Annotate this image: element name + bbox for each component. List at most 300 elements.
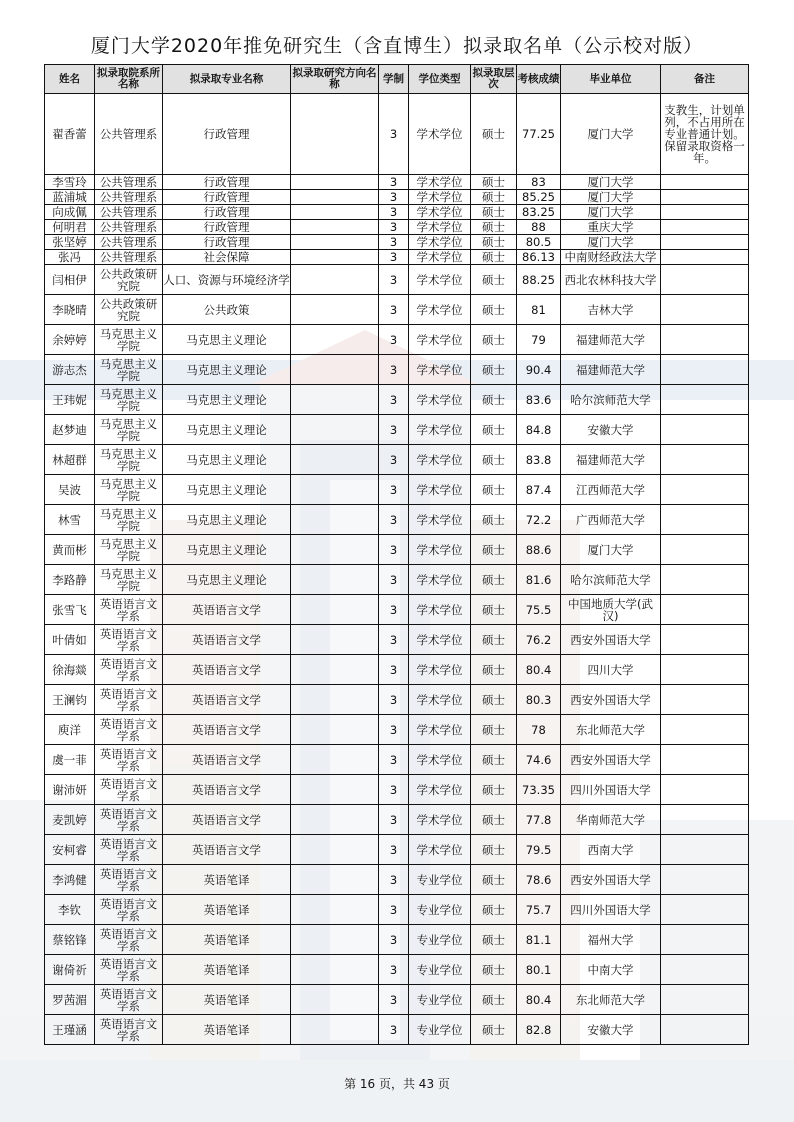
page-title: 厦门大学2020年推免研究生（含直博生）拟录取名单（公示校对版）	[90, 35, 704, 57]
cell-score: 80.3	[517, 685, 561, 715]
cell-score: 73.35	[517, 775, 561, 805]
cell-major: 行政管理	[163, 235, 291, 250]
cell-score: 75.7	[517, 895, 561, 925]
cell-name: 张坚婷	[45, 235, 95, 250]
cell-dept: 英语语言文学系	[95, 655, 163, 685]
cell-dept: 马克思主义学院	[95, 355, 163, 385]
cell-name: 向成佩	[45, 205, 95, 220]
cell-years: 3	[379, 715, 409, 745]
header-score: 考核成绩	[517, 65, 561, 94]
cell-school: 四川大学	[561, 655, 661, 685]
cell-school: 东北师范大学	[561, 985, 661, 1015]
cell-level: 硕士	[471, 295, 517, 325]
cell-name: 徐海燚	[45, 655, 95, 685]
cell-note	[661, 265, 749, 295]
cell-years: 3	[379, 775, 409, 805]
cell-school: 华南师范大学	[561, 805, 661, 835]
table-row	[45, 565, 749, 595]
cell-name: 林雪	[45, 505, 95, 535]
cell-score: 72.2	[517, 505, 561, 535]
table-row	[45, 355, 749, 385]
cell-note	[661, 625, 749, 655]
cell-dept: 马克思主义学院	[95, 415, 163, 445]
cell-degree: 学术学位	[409, 220, 471, 235]
cell-note	[661, 205, 749, 220]
cell-years: 3	[379, 625, 409, 655]
cell-score: 80.4	[517, 985, 561, 1015]
cell-note	[661, 355, 749, 385]
cell-note	[661, 565, 749, 595]
cell-degree: 学术学位	[409, 415, 471, 445]
cell-school: 福州大学	[561, 925, 661, 955]
table-row	[45, 295, 749, 325]
header-major: 拟录取专业名称	[163, 65, 291, 94]
cell-years: 3	[379, 475, 409, 505]
cell-degree: 学术学位	[409, 235, 471, 250]
cell-degree: 学术学位	[409, 295, 471, 325]
cell-school: 哈尔滨师范大学	[561, 565, 661, 595]
cell-degree: 学术学位	[409, 745, 471, 775]
cell-school: 厦门大学	[561, 190, 661, 205]
cell-degree: 学术学位	[409, 715, 471, 745]
cell-name: 吴波	[45, 475, 95, 505]
cell-degree: 学术学位	[409, 625, 471, 655]
cell-major: 英语笔译	[163, 985, 291, 1015]
cell-direction	[291, 445, 379, 475]
cell-degree: 学术学位	[409, 205, 471, 220]
cell-score: 81.6	[517, 565, 561, 595]
cell-level: 硕士	[471, 925, 517, 955]
cell-level: 硕士	[471, 175, 517, 190]
cell-degree: 学术学位	[409, 775, 471, 805]
cell-dept: 马克思主义学院	[95, 535, 163, 565]
cell-note	[661, 415, 749, 445]
cell-score: 86.13	[517, 250, 561, 265]
cell-name: 闫相伊	[45, 265, 95, 295]
cell-major: 马克思主义理论	[163, 415, 291, 445]
cell-direction	[291, 805, 379, 835]
cell-direction	[291, 655, 379, 685]
cell-degree: 学术学位	[409, 565, 471, 595]
cell-level: 硕士	[471, 445, 517, 475]
cell-name: 林超群	[45, 445, 95, 475]
cell-level: 硕士	[471, 475, 517, 505]
cell-level: 硕士	[471, 565, 517, 595]
cell-level: 硕士	[471, 745, 517, 775]
header-years: 学制	[379, 65, 409, 94]
cell-note	[661, 685, 749, 715]
cell-dept: 英语语言文学系	[95, 775, 163, 805]
cell-dept: 英语语言文学系	[95, 625, 163, 655]
cell-level: 硕士	[471, 535, 517, 565]
cell-school: 中国地质大学(武汉)	[561, 595, 661, 625]
cell-school: 广西师范大学	[561, 505, 661, 535]
cell-years: 3	[379, 535, 409, 565]
cell-level: 硕士	[471, 955, 517, 985]
header-note: 备注	[661, 65, 749, 94]
cell-level: 硕士	[471, 595, 517, 625]
cell-school: 安徽大学	[561, 1015, 661, 1045]
cell-direction	[291, 865, 379, 895]
cell-note	[661, 235, 749, 250]
cell-note	[661, 805, 749, 835]
cell-school: 中南大学	[561, 955, 661, 985]
cell-score: 84.8	[517, 415, 561, 445]
table-row	[45, 265, 749, 295]
cell-level: 硕士	[471, 94, 517, 175]
cell-name: 王玮妮	[45, 385, 95, 415]
table-row	[45, 745, 749, 775]
cell-dept: 英语语言文学系	[95, 685, 163, 715]
cell-score: 88.25	[517, 265, 561, 295]
cell-years: 3	[379, 805, 409, 835]
cell-degree: 学术学位	[409, 655, 471, 685]
table-row	[45, 535, 749, 565]
cell-school: 厦门大学	[561, 235, 661, 250]
cell-school: 哈尔滨师范大学	[561, 385, 661, 415]
header-dept: 拟录取院系所名称	[95, 65, 163, 94]
cell-note	[661, 1015, 749, 1045]
cell-name: 黄而彬	[45, 535, 95, 565]
cell-score: 90.4	[517, 355, 561, 385]
cell-direction	[291, 175, 379, 190]
cell-level: 硕士	[471, 250, 517, 265]
cell-score: 88.6	[517, 535, 561, 565]
cell-degree: 学术学位	[409, 805, 471, 835]
cell-level: 硕士	[471, 835, 517, 865]
cell-school: 西北农林科技大学	[561, 265, 661, 295]
table-row	[45, 385, 749, 415]
cell-score: 82.8	[517, 1015, 561, 1045]
cell-years: 3	[379, 190, 409, 205]
cell-major: 马克思主义理论	[163, 385, 291, 415]
cell-major: 人口、资源与环境经济学	[163, 265, 291, 295]
cell-degree: 学术学位	[409, 475, 471, 505]
cell-level: 硕士	[471, 685, 517, 715]
cell-major: 马克思主义理论	[163, 535, 291, 565]
cell-major: 英语语言文学	[163, 745, 291, 775]
header-direction: 拟录取研究方向名称	[291, 65, 379, 94]
cell-direction	[291, 235, 379, 250]
cell-name: 赵梦迪	[45, 415, 95, 445]
cell-direction	[291, 835, 379, 865]
cell-score: 83.6	[517, 385, 561, 415]
cell-score: 83.25	[517, 205, 561, 220]
cell-years: 3	[379, 295, 409, 325]
cell-score: 83	[517, 175, 561, 190]
cell-level: 硕士	[471, 415, 517, 445]
cell-major: 英语语言文学	[163, 595, 291, 625]
cell-score: 80.1	[517, 955, 561, 985]
cell-level: 硕士	[471, 190, 517, 205]
table-row	[45, 205, 749, 220]
cell-name: 安柯睿	[45, 835, 95, 865]
cell-major: 行政管理	[163, 190, 291, 205]
cell-dept: 公共政策研究院	[95, 265, 163, 295]
table-row	[45, 955, 749, 985]
cell-direction	[291, 295, 379, 325]
cell-years: 3	[379, 175, 409, 190]
cell-score: 78.6	[517, 865, 561, 895]
cell-degree: 学术学位	[409, 94, 471, 175]
cell-score: 74.6	[517, 745, 561, 775]
cell-name: 蔡铭锋	[45, 925, 95, 955]
cell-major: 英语语言文学	[163, 805, 291, 835]
cell-note	[661, 505, 749, 535]
cell-years: 3	[379, 385, 409, 415]
cell-level: 硕士	[471, 205, 517, 220]
cell-school: 厦门大学	[561, 175, 661, 190]
cell-direction	[291, 355, 379, 385]
cell-direction	[291, 715, 379, 745]
cell-years: 3	[379, 595, 409, 625]
cell-school: 福建师范大学	[561, 325, 661, 355]
cell-direction	[291, 985, 379, 1015]
cell-dept: 英语语言文学系	[95, 895, 163, 925]
cell-school: 西安外国语大学	[561, 685, 661, 715]
cell-name: 李晓晴	[45, 295, 95, 325]
cell-dept: 英语语言文学系	[95, 715, 163, 745]
cell-note	[661, 220, 749, 235]
cell-note	[661, 175, 749, 190]
cell-dept: 英语语言文学系	[95, 595, 163, 625]
cell-years: 3	[379, 895, 409, 925]
cell-direction	[291, 685, 379, 715]
cell-school: 西南大学	[561, 835, 661, 865]
cell-name: 李鸿健	[45, 865, 95, 895]
cell-note	[661, 535, 749, 565]
cell-years: 3	[379, 835, 409, 865]
cell-direction	[291, 1015, 379, 1045]
cell-note	[661, 655, 749, 685]
cell-dept: 英语语言文学系	[95, 865, 163, 895]
cell-dept: 马克思主义学院	[95, 445, 163, 475]
cell-direction	[291, 745, 379, 775]
cell-years: 3	[379, 1015, 409, 1045]
cell-note	[661, 775, 749, 805]
cell-school: 厦门大学	[561, 94, 661, 175]
cell-direction	[291, 325, 379, 355]
cell-level: 硕士	[471, 325, 517, 355]
cell-direction	[291, 565, 379, 595]
cell-score: 80.5	[517, 235, 561, 250]
cell-note	[661, 895, 749, 925]
cell-major: 英语笔译	[163, 955, 291, 985]
cell-direction	[291, 190, 379, 205]
cell-degree: 学术学位	[409, 190, 471, 205]
table-row	[45, 655, 749, 685]
cell-years: 3	[379, 415, 409, 445]
table-row	[45, 1015, 749, 1045]
table-row	[45, 625, 749, 655]
cell-score: 78	[517, 715, 561, 745]
cell-years: 3	[379, 94, 409, 175]
cell-years: 3	[379, 925, 409, 955]
cell-direction	[291, 595, 379, 625]
cell-school: 安徽大学	[561, 415, 661, 445]
cell-major: 马克思主义理论	[163, 355, 291, 385]
cell-school: 厦门大学	[561, 205, 661, 220]
cell-years: 3	[379, 265, 409, 295]
cell-dept: 公共管理系	[95, 205, 163, 220]
cell-level: 硕士	[471, 265, 517, 295]
cell-years: 3	[379, 745, 409, 775]
table-row	[45, 415, 749, 445]
cell-years: 3	[379, 685, 409, 715]
cell-name: 虞一菲	[45, 745, 95, 775]
cell-major: 马克思主义理论	[163, 505, 291, 535]
cell-major: 英语语言文学	[163, 715, 291, 745]
cell-dept: 马克思主义学院	[95, 475, 163, 505]
cell-name: 李雪玲	[45, 175, 95, 190]
cell-school: 重庆大学	[561, 220, 661, 235]
cell-direction	[291, 775, 379, 805]
cell-direction	[291, 535, 379, 565]
cell-degree: 学术学位	[409, 385, 471, 415]
cell-major: 英语语言文学	[163, 625, 291, 655]
cell-score: 81.1	[517, 925, 561, 955]
cell-dept: 公共管理系	[95, 235, 163, 250]
cell-note	[661, 955, 749, 985]
cell-name: 谢倚祈	[45, 955, 95, 985]
header-degree: 学位类型	[409, 65, 471, 94]
cell-dept: 公共管理系	[95, 175, 163, 190]
cell-major: 行政管理	[163, 220, 291, 235]
cell-major: 行政管理	[163, 94, 291, 175]
cell-direction	[291, 385, 379, 415]
cell-degree: 专业学位	[409, 925, 471, 955]
cell-dept: 英语语言文学系	[95, 745, 163, 775]
cell-school: 四川外国语大学	[561, 895, 661, 925]
cell-years: 3	[379, 355, 409, 385]
cell-major: 马克思主义理论	[163, 325, 291, 355]
cell-score: 80.4	[517, 655, 561, 685]
cell-years: 3	[379, 955, 409, 985]
table-row	[45, 475, 749, 505]
cell-dept: 马克思主义学院	[95, 505, 163, 535]
cell-dept: 英语语言文学系	[95, 1015, 163, 1045]
table-row	[45, 685, 749, 715]
cell-degree: 专业学位	[409, 895, 471, 925]
cell-degree: 学术学位	[409, 175, 471, 190]
cell-score: 77.25	[517, 94, 561, 175]
cell-years: 3	[379, 865, 409, 895]
cell-level: 硕士	[471, 715, 517, 745]
cell-dept: 英语语言文学系	[95, 925, 163, 955]
cell-degree: 学术学位	[409, 835, 471, 865]
cell-level: 硕士	[471, 355, 517, 385]
table-row	[45, 715, 749, 745]
cell-school: 东北师范大学	[561, 715, 661, 745]
cell-level: 硕士	[471, 655, 517, 685]
cell-years: 3	[379, 250, 409, 265]
cell-name: 谢沛妍	[45, 775, 95, 805]
cell-major: 英语笔译	[163, 1015, 291, 1045]
cell-years: 3	[379, 655, 409, 685]
cell-note	[661, 925, 749, 955]
cell-name: 游志杰	[45, 355, 95, 385]
cell-major: 社会保障	[163, 250, 291, 265]
cell-level: 硕士	[471, 235, 517, 250]
cell-level: 硕士	[471, 865, 517, 895]
cell-major: 马克思主义理论	[163, 475, 291, 505]
cell-degree: 学术学位	[409, 445, 471, 475]
cell-note	[661, 190, 749, 205]
cell-score: 88	[517, 220, 561, 235]
cell-major: 英语语言文学	[163, 835, 291, 865]
cell-degree: 专业学位	[409, 1015, 471, 1045]
cell-level: 硕士	[471, 385, 517, 415]
cell-years: 3	[379, 325, 409, 355]
cell-dept: 马克思主义学院	[95, 565, 163, 595]
cell-years: 3	[379, 985, 409, 1015]
cell-degree: 学术学位	[409, 265, 471, 295]
cell-direction	[291, 415, 379, 445]
cell-direction	[291, 220, 379, 235]
page-footer: 第 16 页，共 43 页	[344, 1077, 450, 1091]
cell-dept: 英语语言文学系	[95, 955, 163, 985]
cell-note	[661, 325, 749, 355]
cell-score: 79.5	[517, 835, 561, 865]
cell-school: 福建师范大学	[561, 355, 661, 385]
cell-name: 李路静	[45, 565, 95, 595]
cell-direction	[291, 205, 379, 220]
table-header-row	[45, 65, 749, 94]
cell-degree: 专业学位	[409, 865, 471, 895]
cell-dept: 公共管理系	[95, 190, 163, 205]
cell-level: 硕士	[471, 805, 517, 835]
cell-dept: 英语语言文学系	[95, 985, 163, 1015]
table-row	[45, 445, 749, 475]
cell-degree: 学术学位	[409, 595, 471, 625]
cell-dept: 公共管理系	[95, 94, 163, 175]
cell-name: 李钦	[45, 895, 95, 925]
table-row	[45, 925, 749, 955]
cell-degree: 学术学位	[409, 355, 471, 385]
cell-dept: 公共管理系	[95, 250, 163, 265]
table-row	[45, 895, 749, 925]
cell-score: 79	[517, 325, 561, 355]
cell-major: 英语语言文学	[163, 775, 291, 805]
cell-major: 行政管理	[163, 175, 291, 190]
cell-direction	[291, 94, 379, 175]
table-row	[45, 235, 749, 250]
cell-major: 公共政策	[163, 295, 291, 325]
cell-major: 马克思主义理论	[163, 565, 291, 595]
cell-dept: 英语语言文学系	[95, 805, 163, 835]
cell-school: 福建师范大学	[561, 445, 661, 475]
cell-degree: 学术学位	[409, 325, 471, 355]
cell-dept: 公共政策研究院	[95, 295, 163, 325]
cell-major: 英语笔译	[163, 865, 291, 895]
table-row	[45, 250, 749, 265]
cell-note	[661, 985, 749, 1015]
cell-direction	[291, 895, 379, 925]
table-row	[45, 805, 749, 835]
header-level: 拟录取层次	[471, 65, 517, 94]
cell-score: 75.5	[517, 595, 561, 625]
cell-school: 西安外国语大学	[561, 625, 661, 655]
cell-name: 蓝浦城	[45, 190, 95, 205]
cell-name: 庾洋	[45, 715, 95, 745]
cell-direction	[291, 925, 379, 955]
table-row	[45, 220, 749, 235]
cell-years: 3	[379, 445, 409, 475]
cell-dept: 公共管理系	[95, 220, 163, 235]
cell-dept: 马克思主义学院	[95, 325, 163, 355]
table-row	[45, 835, 749, 865]
cell-note	[661, 475, 749, 505]
